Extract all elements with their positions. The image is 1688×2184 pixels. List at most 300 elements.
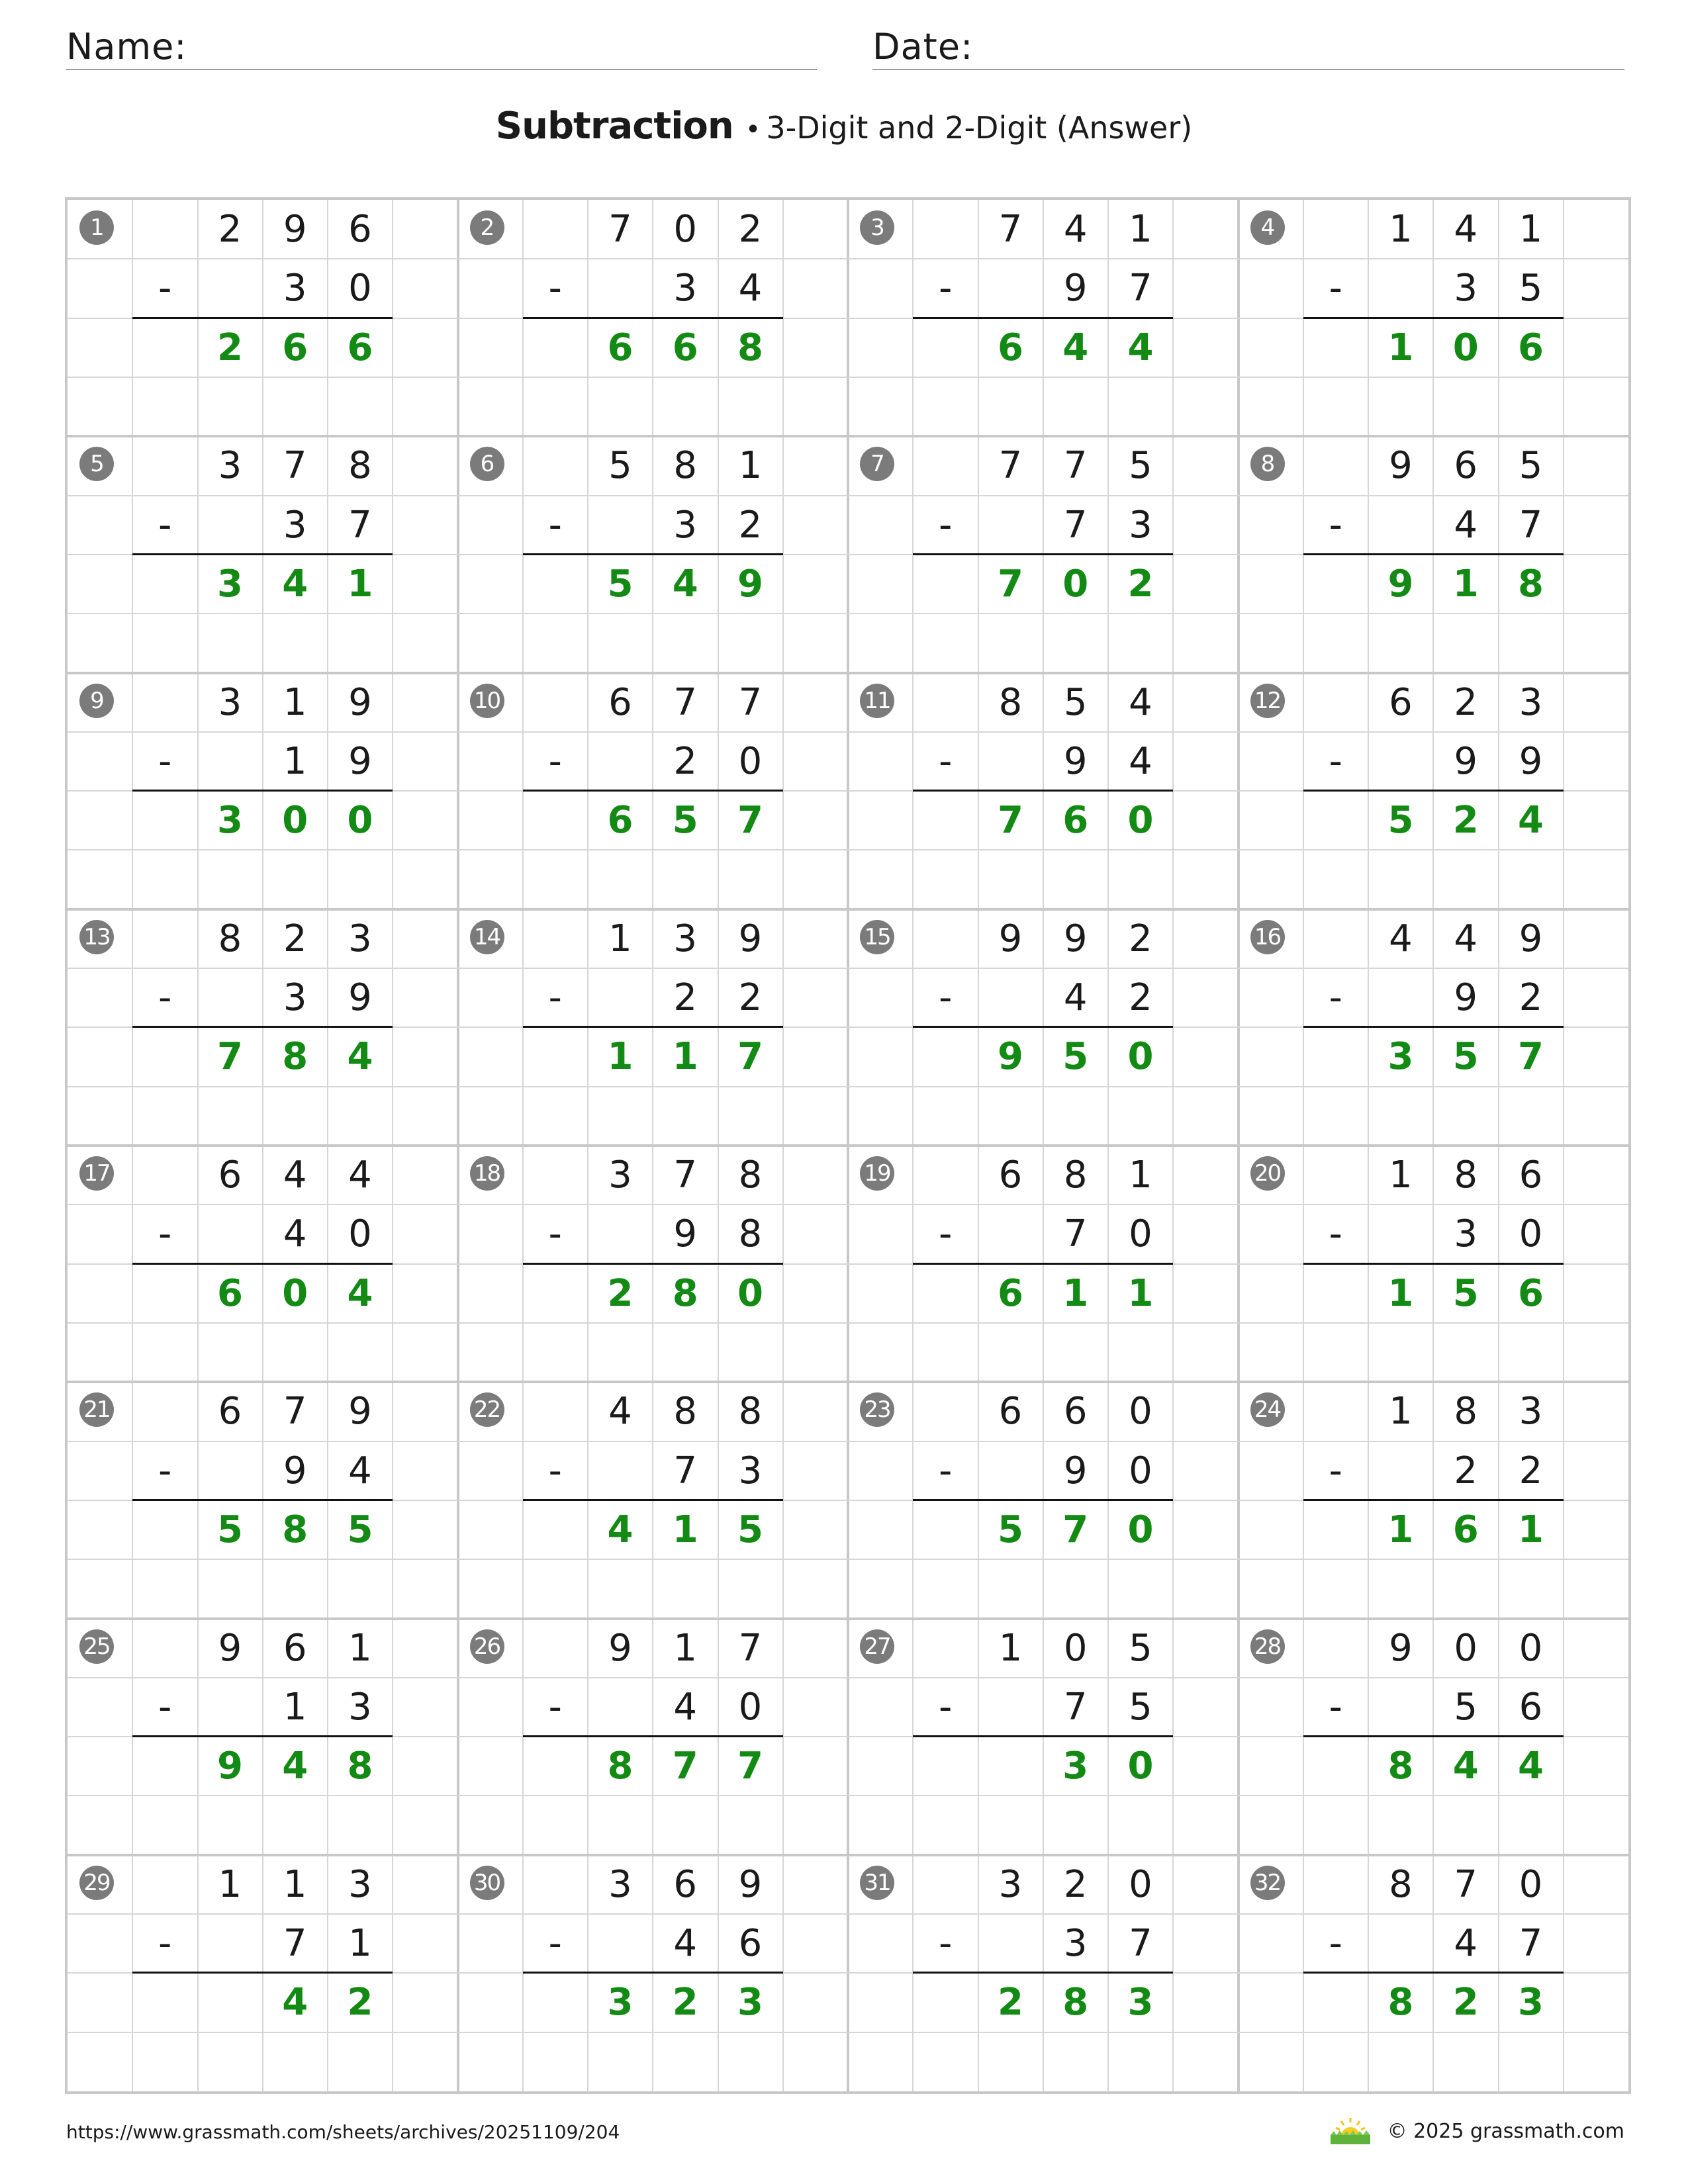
minus-sign: -: [158, 267, 172, 310]
minuend-digit: 4: [1454, 917, 1478, 960]
subtrahend-digit: [198, 732, 263, 791]
problem-number-badge: 4: [1250, 210, 1285, 245]
subtrahend-digit: [978, 732, 1043, 791]
answer-digit: 6: [1452, 1508, 1479, 1551]
minus-sign: -: [158, 503, 172, 547]
answer-digit: 5: [998, 1508, 1023, 1551]
subtrahend-digit: 4: [738, 267, 763, 310]
footer-copyright: © 2025 grassmath.com: [1387, 2119, 1624, 2143]
problem-number-badge: 3: [860, 210, 894, 245]
answer-digit: 6: [217, 1271, 243, 1315]
subtrahend-digit: 7: [1063, 1685, 1088, 1729]
minus-sign: -: [548, 1449, 562, 1492]
answer-digit: 2: [607, 1271, 633, 1315]
subtraction-rule: [523, 1263, 783, 1265]
subtrahend-digit: [198, 259, 263, 318]
minuend-digit: 9: [738, 1862, 763, 1906]
answer-digit: 1: [1062, 1271, 1089, 1315]
answer-digit: 4: [347, 1035, 373, 1079]
subtraction-rule: [913, 1972, 1173, 1974]
subtrahend-digit: [1368, 1441, 1433, 1500]
problem-number-badge: 16: [1250, 920, 1285, 954]
subtrahend-digit: 2: [1454, 1449, 1478, 1492]
subtrahend-digit: 2: [1129, 976, 1152, 1020]
date-field[interactable]: [872, 25, 1624, 70]
subtrahend-digit: [978, 1441, 1043, 1500]
answer-digit: 5: [737, 1508, 763, 1551]
answer-digit: 9: [737, 562, 763, 606]
page-title: [0, 105, 1688, 148]
minuend-digit: 8: [348, 444, 372, 488]
minuend-digit: 1: [1389, 208, 1413, 251]
subtraction-rule: [1303, 1735, 1564, 1737]
minus-sign: -: [158, 1685, 172, 1729]
answer-digit: 1: [607, 1035, 633, 1079]
answer-digit: 5: [1387, 799, 1414, 842]
minuend-digit: 8: [1454, 1390, 1478, 1433]
minuend-digit: 3: [348, 1862, 372, 1906]
problem-number-badge: 7: [860, 447, 894, 481]
subtrahend-digit: 9: [1519, 739, 1543, 783]
subtrahend-digit: [198, 1205, 263, 1263]
subtrahend-digit: 4: [348, 1449, 372, 1492]
answer-digit: 4: [282, 1981, 308, 2025]
subtrahend-digit: 2: [738, 503, 763, 547]
problem-number-badge: 9: [79, 684, 114, 718]
problem-number-badge: 18: [470, 1156, 504, 1191]
subtrahend-digit: [198, 1678, 263, 1737]
minus-sign: -: [939, 503, 953, 547]
subtrahend-digit: 8: [738, 1212, 763, 1256]
minuend-digit: 9: [1063, 917, 1088, 960]
answer-digit: 7: [1062, 1508, 1089, 1551]
subtraction-rule: [132, 553, 393, 555]
subtraction-rule: [913, 1499, 1173, 1501]
answer-digit: 4: [1127, 326, 1154, 369]
subtrahend-digit: 6: [738, 1922, 763, 1966]
subtrahend-digit: 0: [738, 1685, 763, 1729]
subtraction-rule: [523, 1735, 783, 1737]
minuend-digit: 3: [218, 444, 242, 488]
subtrahend-digit: [1368, 1678, 1433, 1737]
minus-sign: -: [939, 1922, 953, 1966]
answer-digit: 8: [347, 1745, 373, 1788]
answer-digit: 5: [1452, 1035, 1479, 1079]
answer-digit: 2: [1127, 562, 1154, 606]
answer-digit: 3: [1127, 1981, 1154, 2025]
minuend-digit: 1: [1129, 1154, 1152, 1197]
minuend-digit: 9: [738, 917, 763, 960]
subtraction-rule: [913, 790, 1173, 792]
subtrahend-digit: 3: [1129, 503, 1152, 547]
subtraction-rule: [132, 1499, 393, 1501]
answer-digit: 6: [1518, 326, 1544, 369]
subtrahend-digit: 9: [1454, 739, 1478, 783]
title-main: Subtraction: [495, 105, 733, 148]
subtrahend-digit: 0: [1129, 1449, 1152, 1492]
answer-digit: 2: [672, 1981, 698, 2025]
subtrahend-digit: 0: [1519, 1212, 1543, 1256]
minuend-digit: 7: [738, 680, 763, 724]
subtraction-rule: [1303, 1972, 1564, 1974]
subtrahend-digit: 9: [348, 739, 372, 783]
answer-digit: 7: [998, 562, 1023, 606]
minuend-digit: 4: [1063, 208, 1088, 251]
subtrahend-digit: 1: [348, 1922, 372, 1966]
subtrahend-digit: 2: [738, 976, 763, 1020]
answer-digit: 6: [607, 326, 633, 369]
subtrahend-digit: 5: [1519, 267, 1543, 310]
answer-digit: 4: [607, 1508, 633, 1551]
answer-digit: 0: [1127, 1035, 1154, 1079]
minuend-digit: 1: [283, 680, 307, 724]
subtrahend-digit: 3: [738, 1449, 763, 1492]
subtraction-rule: [523, 1026, 783, 1028]
answer-digit: 0: [1127, 1745, 1154, 1788]
subtrahend-digit: [588, 496, 653, 555]
subtrahend-digit: 7: [1519, 1922, 1543, 1966]
subtraction-rule: [523, 790, 783, 792]
subtrahend-digit: 3: [1454, 267, 1478, 310]
minuend-digit: 3: [998, 1862, 1023, 1906]
problem-number-badge: 8: [1250, 447, 1285, 481]
answer-digit: 0: [1127, 799, 1154, 842]
subtrahend-digit: 3: [283, 267, 307, 310]
problem-number-badge: 24: [1250, 1392, 1285, 1427]
answer-digit: 8: [282, 1508, 308, 1551]
answer-digit: 1: [347, 562, 373, 606]
minuend-digit: 1: [283, 1862, 307, 1906]
minus-sign: -: [1329, 1212, 1342, 1256]
minuend-digit: 1: [1519, 208, 1543, 251]
answer-digit: 2: [347, 1981, 373, 2025]
subtrahend-digit: 9: [1063, 1449, 1088, 1492]
answer-digit: 6: [607, 799, 633, 842]
subtrahend-digit: 4: [1454, 1922, 1478, 1966]
subtrahend-digit: 4: [673, 1922, 698, 1966]
minuend-digit: 7: [998, 208, 1023, 251]
subtraction-rule: [1303, 790, 1564, 792]
minuend-digit: 8: [998, 680, 1023, 724]
answer-digit: 4: [672, 562, 698, 606]
answer-digit: 7: [1518, 1035, 1544, 1079]
minus-sign: -: [158, 739, 172, 783]
answer-digit: 2: [998, 1981, 1023, 2025]
subtrahend-digit: [588, 1914, 653, 1973]
minuend-digit: 1: [1129, 208, 1152, 251]
subtraction-rule: [523, 1972, 783, 1974]
minuend-digit: 6: [1454, 444, 1478, 488]
minuend-digit: 1: [673, 1626, 698, 1670]
minuend-digit: 4: [283, 1154, 307, 1197]
name-field[interactable]: [66, 25, 817, 70]
date-label: Date:: [872, 26, 974, 68]
answer-digit: 5: [672, 799, 698, 842]
minuend-digit: 0: [673, 208, 698, 251]
minuend-digit: 0: [1129, 1862, 1152, 1906]
subtraction-rule: [1303, 553, 1564, 555]
minuend-digit: 2: [283, 917, 307, 960]
subtrahend-digit: [1368, 1914, 1433, 1973]
subtraction-rule: [132, 1735, 393, 1737]
subtrahend-digit: 7: [1519, 503, 1543, 547]
answer-digit: 7: [737, 799, 763, 842]
subtrahend-digit: 3: [673, 267, 698, 310]
minus-sign: -: [1329, 267, 1342, 310]
problem-number-badge: 13: [79, 920, 114, 954]
minuend-digit: 2: [218, 208, 242, 251]
subtraction-rule: [913, 1735, 1173, 1737]
problem-number-badge: 12: [1250, 684, 1285, 718]
answer-digit: 7: [672, 1745, 698, 1788]
answer-digit: 0: [1062, 562, 1089, 606]
problem-number-badge: 2: [470, 210, 504, 245]
subtrahend-digit: 9: [283, 1449, 307, 1492]
minuend-digit: 0: [1519, 1626, 1543, 1670]
subtrahend-digit: 9: [1063, 739, 1088, 783]
subtraction-rule: [132, 1026, 393, 1028]
minuend-digit: 1: [998, 1626, 1023, 1670]
subtraction-rule: [913, 1026, 1173, 1028]
minus-sign: -: [1329, 1922, 1342, 1966]
answer-digit: 2: [1452, 799, 1479, 842]
subtrahend-digit: 9: [673, 1212, 698, 1256]
footer-url[interactable]: https://www.grassmath.com/sheets/archives/20251109/204: [66, 2121, 620, 2143]
subtrahend-digit: 3: [283, 976, 307, 1020]
minuend-digit: 9: [218, 1626, 242, 1670]
minuend-digit: 7: [1063, 444, 1088, 488]
subtrahend-digit: [1368, 1205, 1433, 1263]
subtraction-rule: [132, 1972, 393, 1974]
answer-digit: 0: [282, 1271, 308, 1315]
minuend-digit: 0: [1519, 1862, 1543, 1906]
subtrahend-digit: [1368, 732, 1433, 791]
minuend-digit: 0: [1129, 1390, 1152, 1433]
minuend-digit: 6: [283, 1626, 307, 1670]
name-label: Name:: [66, 26, 187, 68]
answer-digit: 5: [1062, 1035, 1089, 1079]
minuend-digit: 8: [738, 1154, 763, 1197]
minuend-digit: 6: [218, 1154, 242, 1197]
minuend-digit: 9: [998, 917, 1023, 960]
subtrahend-digit: 7: [1129, 267, 1152, 310]
minuend-digit: 5: [1063, 680, 1088, 724]
minuend-digit: 1: [738, 444, 763, 488]
minuend-digit: 3: [1519, 680, 1543, 724]
minuend-digit: 9: [348, 1390, 372, 1433]
subtrahend-digit: 0: [1129, 1212, 1152, 1256]
problem-number-badge: 15: [860, 920, 894, 954]
minus-sign: -: [548, 1685, 562, 1729]
problem-number-badge: 28: [1250, 1629, 1285, 1664]
answer-digit: 5: [1452, 1271, 1479, 1315]
minuend-digit: 5: [1519, 444, 1543, 488]
minuend-digit: 6: [998, 1390, 1023, 1433]
subtraction-rule: [1303, 317, 1564, 319]
answer-digit: 7: [737, 1745, 763, 1788]
problem-number-badge: 11: [860, 684, 894, 718]
subtrahend-digit: [978, 1914, 1043, 1973]
subtraction-rule: [132, 1263, 393, 1265]
answer-digit: 3: [737, 1981, 763, 2025]
answer-digit: 1: [1387, 326, 1414, 369]
minuend-digit: 2: [738, 208, 763, 251]
minuend-digit: 3: [218, 680, 242, 724]
answer-digit: 7: [998, 799, 1023, 842]
minuend-digit: 3: [1519, 1390, 1543, 1433]
problem-number-badge: 29: [79, 1866, 114, 1900]
answer-digit: 3: [607, 1981, 633, 2025]
answer-digit: 4: [1518, 1745, 1544, 1788]
subtrahend-digit: 5: [1129, 1685, 1152, 1729]
minuend-digit: 8: [1389, 1862, 1413, 1906]
answer-digit: 1: [1127, 1271, 1154, 1315]
subtraction-rule: [132, 317, 393, 319]
subtrahend-digit: 9: [1454, 976, 1478, 1020]
minus-sign: -: [939, 1212, 953, 1256]
subtrahend-digit: 3: [348, 1685, 372, 1729]
minuend-digit: 8: [1063, 1154, 1088, 1197]
subtrahend-digit: 1: [283, 739, 307, 783]
answer-digit: 9: [998, 1035, 1023, 1079]
subtraction-rule: [132, 790, 393, 792]
answer-digit: 4: [347, 1271, 373, 1315]
subtraction-rule: [1303, 1026, 1564, 1028]
problem-number-badge: 30: [470, 1866, 504, 1900]
minuend-digit: 5: [608, 444, 632, 488]
answer-digit: 6: [672, 326, 698, 369]
answer-digit: 3: [1518, 1981, 1544, 2025]
subtrahend-digit: 5: [1454, 1685, 1478, 1729]
minuend-digit: 6: [218, 1390, 242, 1433]
minuend-digit: 0: [1063, 1626, 1088, 1670]
minuend-digit: 8: [218, 917, 242, 960]
minuend-digit: 5: [1129, 444, 1152, 488]
minuend-digit: 9: [1519, 917, 1543, 960]
answer-digit: 2: [217, 326, 243, 369]
minuend-digit: 4: [348, 1154, 372, 1197]
minuend-digit: 9: [1389, 444, 1413, 488]
subtrahend-digit: 2: [673, 739, 698, 783]
answer-digit: 0: [1127, 1508, 1154, 1551]
answer-digit: 7: [217, 1035, 243, 1079]
minuend-digit: 6: [1389, 680, 1413, 724]
subtraction-rule: [523, 317, 783, 319]
answer-digit: 4: [282, 1745, 308, 1788]
answer-digit: [198, 1973, 263, 2032]
subtrahend-digit: [1368, 968, 1433, 1027]
title-subtitle: 3-Digit and 2-Digit (Answer): [766, 110, 1193, 146]
subtrahend-digit: 6: [1519, 1685, 1543, 1729]
subtrahend-digit: [978, 1678, 1043, 1737]
subtrahend-digit: 7: [348, 503, 372, 547]
subtrahend-digit: 7: [1063, 503, 1088, 547]
minus-sign: -: [548, 1922, 562, 1966]
answer-digit: 4: [282, 562, 308, 606]
minus-sign: -: [548, 739, 562, 783]
answer-digit: 2: [1452, 1981, 1479, 2025]
answer-digit: 3: [1387, 1035, 1414, 1079]
minus-sign: -: [939, 739, 953, 783]
minuend-digit: 8: [673, 444, 698, 488]
subtrahend-digit: 3: [1454, 1212, 1478, 1256]
answer-digit: 4: [1452, 1745, 1479, 1788]
minuend-digit: 2: [1129, 917, 1152, 960]
minuend-digit: 9: [608, 1626, 632, 1670]
subtrahend-digit: 0: [348, 267, 372, 310]
subtrahend-digit: 4: [1129, 739, 1152, 783]
subtraction-rule: [913, 317, 1173, 319]
problem-number-badge: 32: [1250, 1866, 1285, 1900]
subtrahend-digit: [978, 496, 1043, 555]
problem-number-badge: 25: [79, 1629, 114, 1664]
minuend-digit: 9: [348, 680, 372, 724]
subtrahend-digit: 4: [673, 1685, 698, 1729]
subtrahend-digit: [978, 968, 1043, 1027]
subtrahend-digit: [978, 259, 1043, 318]
answer-digit: 8: [1062, 1981, 1089, 2025]
problem-number-badge: 23: [860, 1392, 894, 1427]
subtrahend-digit: 4: [1454, 503, 1478, 547]
subtrahend-digit: [588, 968, 653, 1027]
minus-sign: -: [1329, 739, 1342, 783]
problem-number-badge: 1: [79, 210, 114, 245]
minuend-digit: 3: [608, 1154, 632, 1197]
minus-sign: -: [939, 1685, 953, 1729]
answer-digit: 1: [1518, 1508, 1544, 1551]
subtrahend-digit: [588, 732, 653, 791]
minuend-digit: 1: [608, 917, 632, 960]
problem-number-badge: 19: [860, 1156, 894, 1191]
problem-number-badge: 27: [860, 1629, 894, 1664]
minuend-digit: 7: [673, 1154, 698, 1197]
minuend-digit: 1: [1389, 1154, 1413, 1197]
problem-number-badge: 31: [860, 1866, 894, 1900]
minuend-digit: 6: [608, 680, 632, 724]
answer-digit: 1: [1387, 1271, 1414, 1315]
minuend-digit: 5: [1129, 1626, 1152, 1670]
minus-sign: -: [1329, 503, 1342, 547]
minuend-digit: 1: [348, 1626, 372, 1670]
subtrahend-digit: 9: [348, 976, 372, 1020]
answer-digit: 0: [737, 1271, 763, 1315]
subtraction-rule: [913, 553, 1173, 555]
subtrahend-digit: 4: [1063, 976, 1088, 1020]
minus-sign: -: [939, 267, 953, 310]
minuend-digit: 3: [673, 917, 698, 960]
answer-digit: 8: [282, 1035, 308, 1079]
subtrahend-digit: [198, 1914, 263, 1973]
answer-digit: 5: [347, 1508, 373, 1551]
minuend-digit: 1: [218, 1862, 242, 1906]
minus-sign: -: [939, 1449, 953, 1492]
subtrahend-digit: 9: [1063, 267, 1088, 310]
subtrahend-digit: 7: [1129, 1922, 1152, 1966]
subtrahend-digit: 4: [283, 1212, 307, 1256]
answer-digit: 8: [1518, 562, 1544, 606]
subtrahend-digit: 0: [348, 1212, 372, 1256]
answer-digit: 8: [737, 326, 763, 369]
minuend-digit: 4: [1389, 917, 1413, 960]
subtrahend-digit: [978, 1205, 1043, 1263]
minuend-digit: 3: [608, 1862, 632, 1906]
answer-digit: 1: [672, 1508, 698, 1551]
answer-digit: 3: [1062, 1745, 1089, 1788]
subtrahend-digit: [198, 496, 263, 555]
minus-sign: -: [1329, 1685, 1342, 1729]
minuend-digit: 4: [1129, 680, 1152, 724]
subtrahend-digit: [198, 1441, 263, 1500]
